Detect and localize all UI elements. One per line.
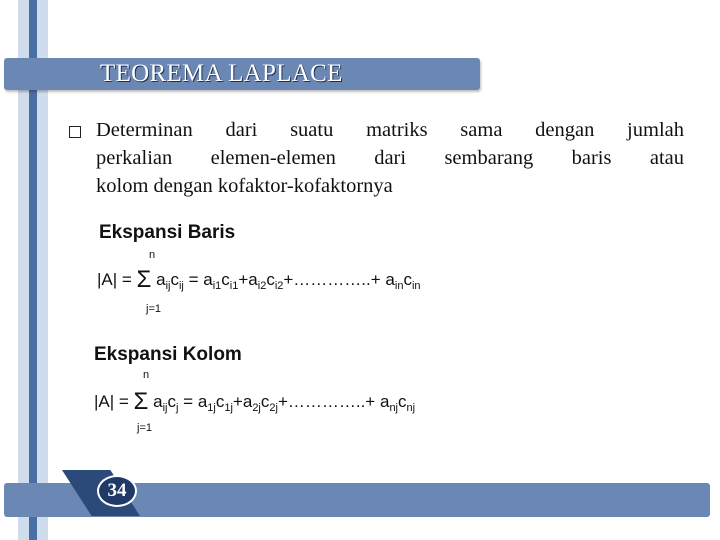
bullet-line: Determinan dari suatu matriks sama dengan jumlah — [96, 119, 684, 141]
bullet-line: perkalian elemen-elemen dari sembarang baris atau — [96, 147, 684, 169]
subscript: nj — [389, 402, 398, 414]
term: a — [248, 270, 258, 289]
term: a — [153, 392, 163, 411]
formula-lhs: |A| = — [94, 392, 134, 411]
term: c — [403, 270, 412, 289]
subscript: ij — [162, 402, 168, 414]
sum-upper-limit: n — [143, 369, 150, 381]
term: c — [266, 270, 275, 289]
term: a — [242, 392, 253, 411]
subscript: i1 — [229, 280, 239, 292]
heading-ekspansi-baris: Ekspansi Baris — [99, 222, 236, 243]
subscript: nj — [406, 402, 416, 414]
page-number-badge: 34 — [97, 475, 137, 507]
term: c — [215, 392, 225, 411]
ellipsis: +…………..+ — [277, 392, 380, 411]
subscript: i1 — [212, 280, 222, 292]
term: c — [221, 270, 230, 289]
formula-kolom — [94, 386, 415, 414]
term: a — [379, 392, 390, 411]
term: c — [260, 392, 270, 411]
plus: + — [238, 270, 249, 289]
sum-lower-limit: j=1 — [137, 422, 152, 434]
subscript: 2j — [269, 402, 278, 414]
term: c — [398, 392, 407, 411]
sum-upper-limit: n — [149, 249, 156, 261]
term: a — [203, 270, 213, 289]
formula-lhs: |A| = — [97, 270, 137, 289]
sigma-symbol: Σ — [136, 266, 152, 293]
subscript: in — [411, 280, 421, 292]
bullet-text — [96, 116, 684, 200]
sum-lower-limit: j=1 — [146, 303, 161, 315]
subscript: 1j — [207, 402, 216, 414]
subscript: ij — [165, 280, 171, 292]
subscript: j — [175, 402, 179, 414]
equals: = — [183, 270, 204, 289]
subscript: ij — [178, 280, 184, 292]
heading-ekspansi-kolom: Ekspansi Kolom — [94, 344, 242, 365]
term: c — [167, 392, 176, 411]
ellipsis: +…………..+ — [283, 270, 386, 289]
term: a — [197, 392, 208, 411]
subscript: i2 — [257, 280, 267, 292]
term: c — [170, 270, 179, 289]
subscript: 1j — [224, 402, 233, 414]
bullet-line: kolom dengan kofaktor-kofaktornya — [96, 175, 393, 197]
subscript: 2j — [252, 402, 261, 414]
sigma-symbol: Σ — [133, 388, 149, 415]
subscript: in — [394, 280, 404, 292]
slide-title: TEOREMA LAPLACE — [100, 60, 343, 87]
checkbox-bullet-icon — [69, 126, 81, 138]
formula-baris — [97, 264, 421, 292]
plus: + — [232, 392, 243, 411]
subscript: i2 — [274, 280, 284, 292]
equals: = — [178, 392, 198, 411]
term: a — [385, 270, 395, 289]
term: a — [156, 270, 166, 289]
